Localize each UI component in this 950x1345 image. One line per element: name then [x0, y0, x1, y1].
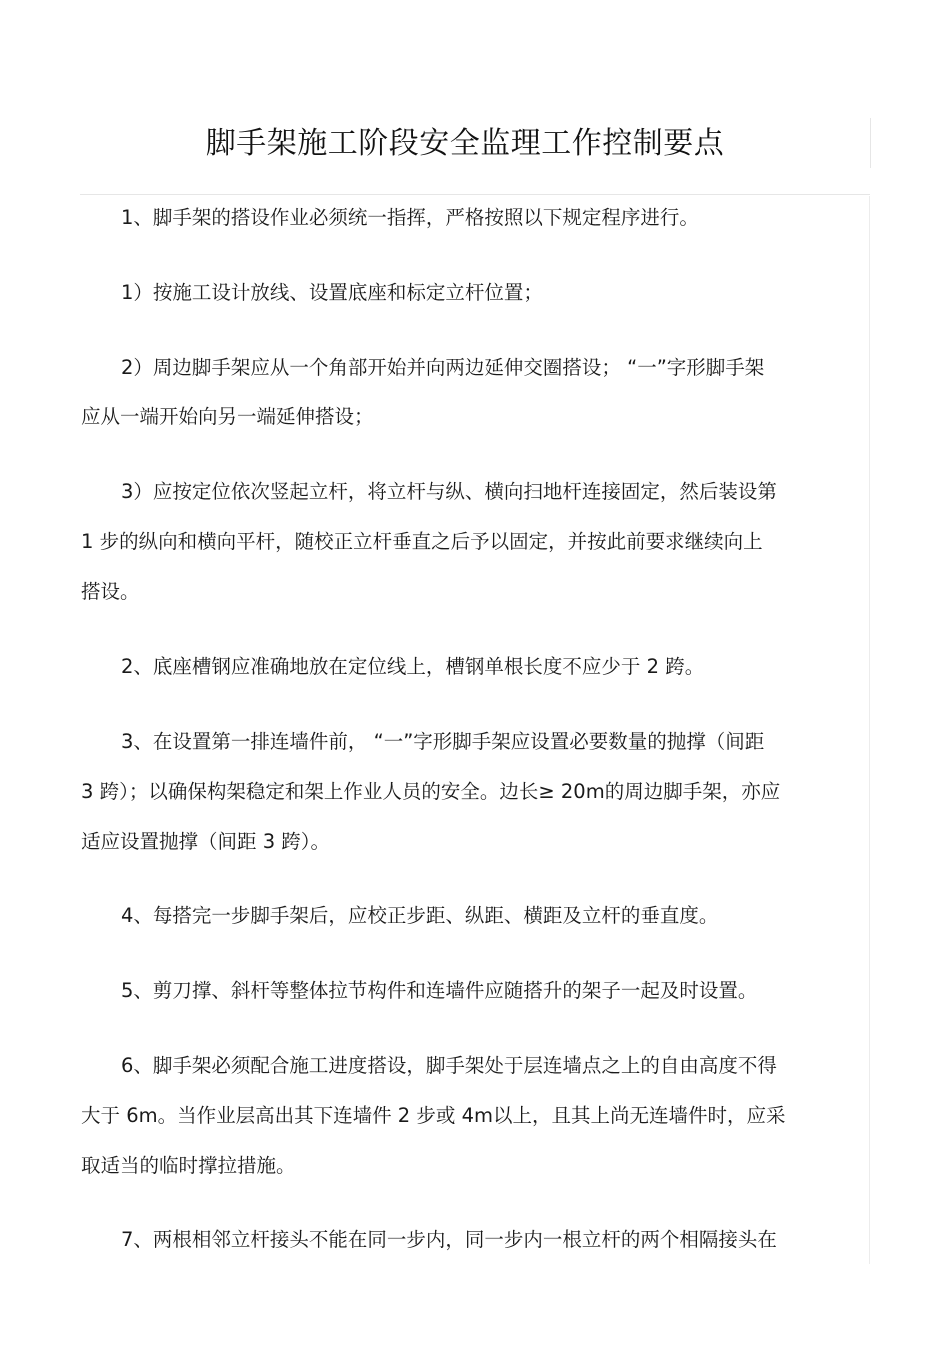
- page-title: 脚手架施工阶段安全监理工作控制要点: [205, 126, 725, 161]
- paragraph-4-line-1: 4、每搭完一步脚手架后，应校正步距、纵距、横距及立杆的垂直度。: [121, 904, 719, 927]
- paragraph-1-3-line-3: 搭设。: [81, 580, 140, 603]
- paragraph-7-line-1: 7、两根相邻立杆接头不能在同一步内，同一步内一根立杆的两个相隔接头在: [121, 1228, 777, 1251]
- paragraph-1-2-line-2: 应从一端开始向另一端延伸搭设；: [81, 405, 374, 428]
- paragraph-1-3-line-1: 3）应按定位依次竖起立杆，将立杆与纵、横向扫地杆连接固定，然后装设第: [121, 480, 777, 503]
- paragraph-6-line-2: 大于 6m。当作业层高出其下连墙件 2 步或 4m以上，且其上尚无连墙件时，应采: [81, 1104, 786, 1127]
- paragraph-1-1-line-1: 1）按施工设计放线、设置底座和标定立杆位置；: [121, 281, 543, 304]
- paragraph-3-line-3: 适应设置抛撑（间距 3 跨）。: [81, 830, 331, 853]
- body-side-rule: [869, 196, 870, 1264]
- paragraph-2-line-1: 2、底座槽钢应准确地放在定位线上，槽钢单根长度不应少于 2 跨。: [121, 655, 705, 678]
- title-side-rule: [870, 118, 871, 168]
- paragraph-1-3-line-2: 1 步的纵向和横向平杆，随校正立杆垂直之后予以固定，并按此前要求继续向上: [81, 530, 763, 553]
- paragraph-3-line-1: 3、在设置第一排连墙件前， “一”字形脚手架应设置必要数量的抛撑（间距: [121, 730, 765, 753]
- paragraph-6-line-3: 取适当的临时撑拉措施。: [81, 1154, 296, 1177]
- paragraph-1-2-line-1: 2）周边脚手架应从一个角部开始并向两边延伸交圈搭设； “一”字形脚手架: [121, 356, 765, 379]
- paragraph-3-line-2: 3 跨）；以确保构架稳定和架上作业人员的安全。边长≥ 20m的周边脚手架，亦应: [81, 780, 781, 803]
- title-rule: [80, 194, 870, 195]
- paragraph-1-line-1: 1、脚手架的搭设作业必须统一指挥，严格按照以下规定程序进行。: [121, 206, 699, 229]
- paragraph-6-line-1: 6、脚手架必须配合施工进度搭设，脚手架处于层连墙点之上的自由高度不得: [121, 1054, 777, 1077]
- paragraph-5-line-1: 5、剪刀撑、斜杆等整体拉节构件和连墙件应随搭升的架子一起及时设置。: [121, 979, 758, 1002]
